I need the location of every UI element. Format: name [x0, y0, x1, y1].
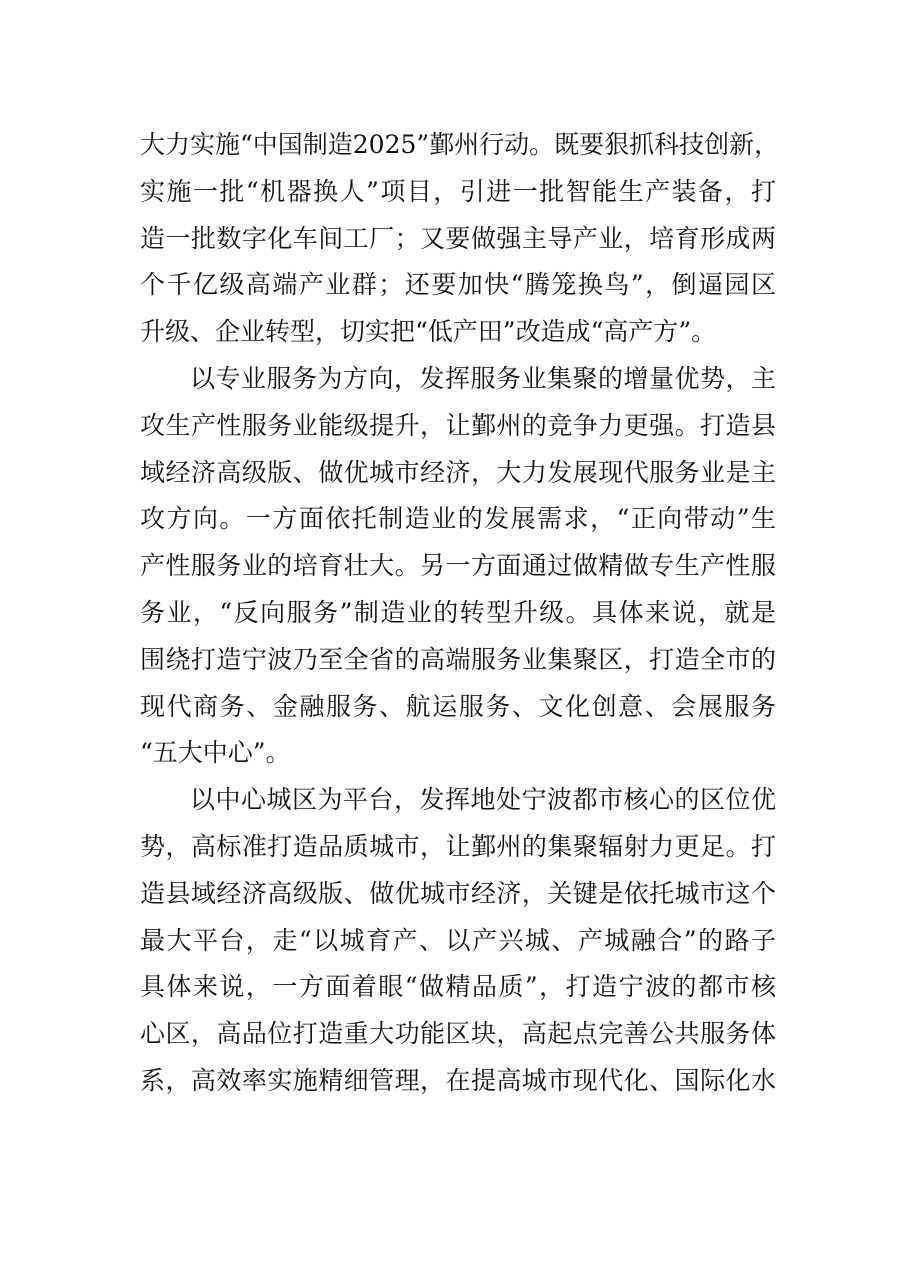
- text-line: 以中心城区为平台，发挥地处宁波都市核心的区位优: [190, 785, 776, 815]
- text-line: 具体来说，一方面着眼“做精品质”，打造宁波的都市核: [140, 972, 776, 1002]
- text-line: 最大平台，走“以城育产、以产兴城、产城融合”的路子: [140, 925, 776, 955]
- text-line: 造一批数字化车间工厂；又要做强主导产业，培育形成两: [140, 223, 776, 253]
- text-line: 务业，“反向服务”制造业的转型升级。具体来说，就是: [140, 597, 776, 627]
- text-line: “五大中心”。: [140, 738, 291, 768]
- document-page: [140, 122, 780, 1105]
- text-line: 实施一批“机器换人”项目，引进一批智能生产装备，打: [140, 176, 776, 206]
- text-line: 心区，高品位打造重大功能区块，高起点完善公共服务体: [140, 1019, 776, 1049]
- text-line: 升级、企业转型，切实把“低产田”改造成“高产方”。: [140, 317, 717, 347]
- text-line: 大力实施“中国制造2025”鄞州行动。既要狠抓科技创新，: [140, 130, 780, 159]
- text-line: 个千亿级高端产业群；还要加快“腾笼换鸟”，倒逼园区: [140, 270, 776, 300]
- text-line: 围绕打造宁波乃至全省的高端服务业集聚区，打造全市的: [140, 644, 776, 674]
- text-line: 攻生产性服务业能级提升，让鄞州的竞争力更强。打造县: [140, 410, 776, 440]
- text-line: 攻方向。一方面依托制造业的发展需求，“正向带动”生: [140, 504, 776, 534]
- text-line: 域经济高级版、做优城市经济，大力发展现代服务业是主: [140, 457, 776, 487]
- text-line: 造县域经济高级版、做优城市经济，关键是依托城市这个: [140, 878, 776, 908]
- text-line: 产性服务业的培育壮大。另一方面通过做精做专生产性服: [140, 551, 776, 581]
- text-line: 势，高标准打造品质城市，让鄞州的集聚辐射力更足。打: [140, 831, 776, 861]
- paragraph-manufacturing: [140, 122, 780, 356]
- paragraph-urban-platform: [140, 777, 776, 1105]
- text-line: 系，高效率实施精细管理，在提高城市现代化、国际化水: [140, 1065, 776, 1095]
- paragraph-services: [140, 356, 776, 777]
- text-line: 以专业服务为方向，发挥服务业集聚的增量优势，主: [190, 363, 776, 393]
- text-line: 现代商务、金融服务、航运服务、文化创意、会展服务: [140, 691, 776, 721]
